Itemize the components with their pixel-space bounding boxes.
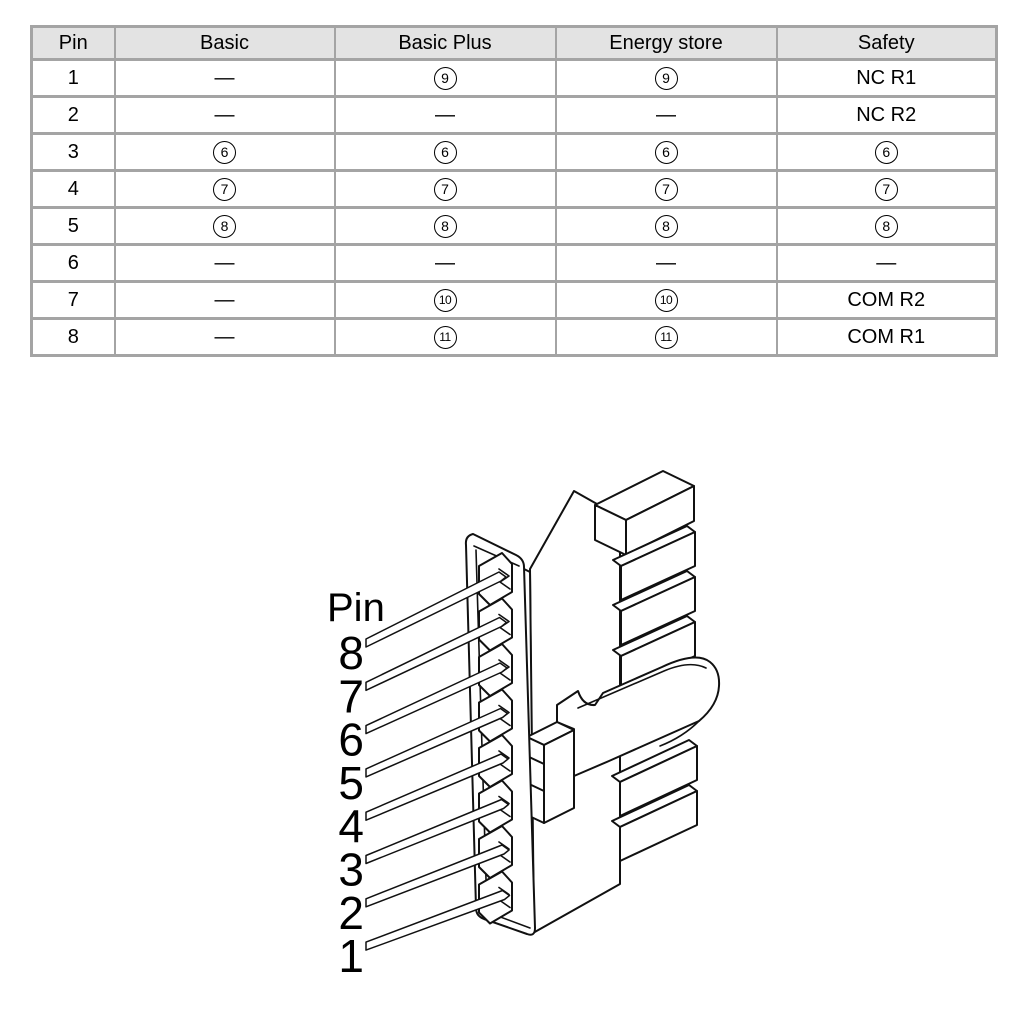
- table-cell: [335, 245, 556, 282]
- circled-number: 7: [875, 178, 898, 201]
- circled-number: 10: [655, 289, 678, 312]
- pin-number-label: 1: [338, 930, 364, 983]
- table-row: [32, 171, 997, 208]
- circled-number: 11: [434, 326, 457, 349]
- table-cell: [335, 60, 556, 97]
- table-cell: [115, 171, 335, 208]
- table-cell: [335, 97, 556, 134]
- pin-number-label: 3: [338, 843, 364, 896]
- cell-text: 6: [67, 251, 79, 274]
- table-cell: [115, 319, 335, 356]
- circled-number: 8: [655, 215, 678, 238]
- table-cell: [556, 60, 777, 97]
- circled-number: 9: [434, 67, 457, 90]
- table-cell: [556, 208, 777, 245]
- dash-mark: —: [214, 251, 235, 274]
- table-cell: [777, 208, 997, 245]
- table-cell: [777, 319, 997, 356]
- table-cell: [556, 319, 777, 356]
- circled-number: 8: [875, 215, 898, 238]
- cell-text: COM R2: [847, 288, 926, 311]
- pin-assignment-table: [30, 25, 998, 357]
- table-row: [32, 97, 997, 134]
- circled-number: 7: [655, 178, 678, 201]
- pin-number-cell: [32, 171, 115, 208]
- pin-number-cell: [32, 97, 115, 134]
- table-cell: [115, 245, 335, 282]
- table-cell: [335, 134, 556, 171]
- dash-mark: —: [214, 325, 235, 348]
- table-cell: [115, 208, 335, 245]
- connector-front-plate: [466, 534, 535, 935]
- circled-number: 10: [434, 289, 457, 312]
- connector-diagram: [290, 450, 750, 1010]
- circled-number: 6: [434, 141, 457, 164]
- cell-text: 5: [67, 214, 79, 237]
- pin-number-label: 8: [338, 627, 364, 679]
- cell-text: 8: [67, 325, 79, 348]
- dash-mark: —: [435, 251, 455, 274]
- pin-number-cell: [32, 319, 115, 356]
- table-row: [32, 208, 997, 245]
- table-header-row: [32, 27, 997, 60]
- circled-number: 6: [655, 141, 678, 164]
- cell-text: COM R1: [847, 325, 926, 348]
- dash-mark: —: [214, 66, 235, 89]
- column-header-energy-store: Energy store: [556, 27, 777, 60]
- pin-number-label: 5: [338, 756, 364, 809]
- cell-text: 4: [67, 177, 79, 200]
- table-cell: [115, 60, 335, 97]
- table-cell: [335, 319, 556, 356]
- pin-number-label: 7: [338, 670, 364, 723]
- table-cell: [115, 282, 335, 319]
- pin-number-cell: [32, 282, 115, 319]
- dash-mark: —: [214, 288, 235, 311]
- table-cell: [556, 245, 777, 282]
- circled-number: 9: [655, 67, 678, 90]
- table-cell: [777, 60, 997, 97]
- dash-mark: —: [214, 103, 235, 126]
- table-cell: [777, 282, 997, 319]
- column-header-basic-plus: Basic Plus: [335, 27, 556, 60]
- cell-text: NC R2: [856, 103, 917, 126]
- column-header-basic: Basic: [115, 27, 335, 60]
- table-row: [32, 245, 997, 282]
- table-row: [32, 60, 997, 97]
- circled-number: 6: [875, 141, 898, 164]
- table-cell: [556, 171, 777, 208]
- cell-text: NC R1: [856, 66, 917, 89]
- cooling-fins-lower: [612, 740, 697, 861]
- table-cell: [335, 171, 556, 208]
- cell-text: 1: [67, 66, 79, 89]
- table-row: [32, 319, 997, 356]
- dash-mark: —: [656, 103, 676, 126]
- table-cell: [777, 245, 997, 282]
- dash-mark: —: [876, 251, 897, 274]
- table-cell: [777, 171, 997, 208]
- circled-number: 7: [434, 178, 457, 201]
- pin-number-cell: [32, 208, 115, 245]
- pin-number-cell: [32, 60, 115, 97]
- pin-column-label: Pin: [327, 586, 385, 630]
- table-cell: [335, 282, 556, 319]
- table-cell: [556, 282, 777, 319]
- circled-number: 8: [213, 215, 236, 238]
- circled-number: 6: [213, 141, 236, 164]
- pin-number-label: 2: [338, 886, 364, 939]
- table-cell: [556, 97, 777, 134]
- cell-text: 2: [67, 103, 79, 126]
- table-cell: [777, 134, 997, 171]
- cell-text: 3: [67, 140, 79, 163]
- circled-number: 7: [213, 178, 236, 201]
- table-row: [32, 134, 997, 171]
- column-header-safety: Safety: [777, 27, 997, 60]
- table-cell: [556, 134, 777, 171]
- column-header-pin: Pin: [32, 27, 115, 60]
- table-cell: [777, 97, 997, 134]
- circled-number: 8: [434, 215, 457, 238]
- pin-number-label: 4: [338, 800, 364, 853]
- dash-mark: —: [656, 251, 676, 274]
- dash-mark: —: [435, 103, 455, 126]
- pin-number-cell: [32, 245, 115, 282]
- table-cell: [115, 97, 335, 134]
- pin-number-labels: [338, 627, 364, 982]
- cell-text: 7: [67, 288, 79, 311]
- pin-number-label: 6: [338, 713, 364, 766]
- table-cell: [335, 208, 556, 245]
- table-row: [32, 282, 997, 319]
- table-cell: [115, 134, 335, 171]
- pin-number-cell: [32, 134, 115, 171]
- circled-number: 11: [655, 326, 678, 349]
